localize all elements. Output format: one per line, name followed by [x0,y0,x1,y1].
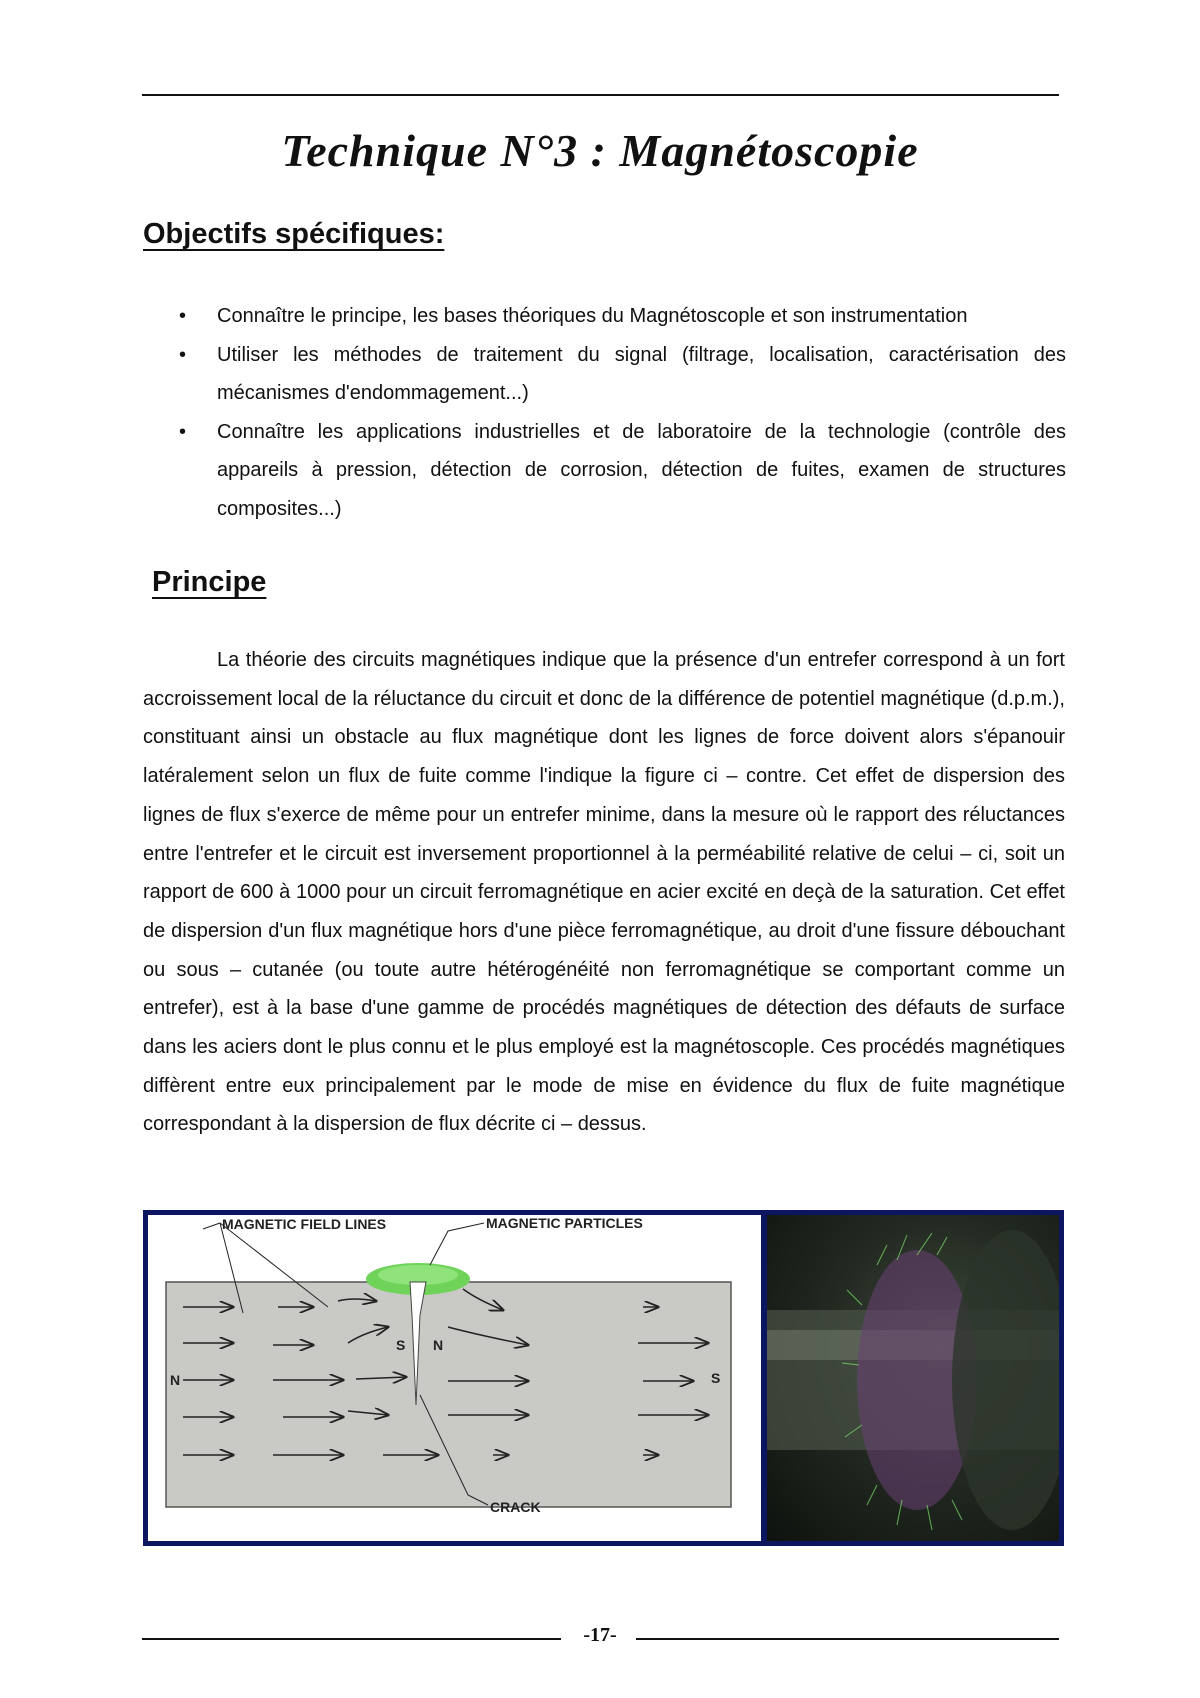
pole-n-crack: N [433,1337,444,1353]
label-magnetic-particles: MAGNETIC PARTICLES [486,1215,643,1231]
bullet-icon: • [179,305,187,327]
pole-s-crack: S [396,1337,406,1353]
principe-heading: Principe [152,566,267,598]
list-item-text: Connaître les applications industrielles et de laboratoire de la technologie (contrôle des appareils à pression, détection de corrosion, détection de fuites, examen de structures composites...) [217,420,1066,520]
objectifs-heading: Objectifs spécifiques: [143,218,445,250]
bullet-icon: • [179,420,187,443]
steel-block [166,1282,731,1507]
photo-svg [767,1215,1059,1541]
objectifs-list [142,297,1066,528]
page-title: Technique N°3 : Magnétoscopie [281,125,919,176]
list-item-text: Connaître le principe, les bases théoriques du Magnétoscople et son instrumentation [217,305,968,327]
magnetic-field-diagram [148,1215,761,1541]
list-item [142,413,1066,529]
header-rule [142,94,1059,96]
pole-s-right: S [711,1370,721,1386]
bullet-icon: • [179,343,187,366]
label-field-lines: MAGNETIC FIELD LINES [222,1216,387,1232]
figure-frame [143,1210,1064,1546]
list-item [142,297,1066,336]
label-crack: CRACK [490,1499,541,1515]
principe-paragraph: La théorie des circuits magnétiques indique que la présence d'un entrefer correspond à un fort accroissement local de la réluctance du circuit et donc de la différence de potentiel magnétique (d.p.m.), constituant ainsi un obstacle au flux magnétique dont les lignes de force doivent alors s'épanouir latéralement selon un flux de fuite comme l'indique la figure ci – contre. Cet effet de dispersion des lignes de flux s'exerce de même pour un entrefer minime, dans la mesure où le rapport des réluctances entre l'entrefer et le circuit est inversement proportionnel à la perméabilité relative de celui – ci, soit un rapport de 600 à 1000 pour un circuit ferromagnétique en acier excité en deçà de la saturation. Cet effet de dispersion d'un flux magnétique hors d'une pièce ferromagnétique, au droit d'une fissure débouchant ou sous – cutanée (ou toute autre hétérogénéité non ferromagnétique se comportant comme un entrefer), est à la base d'une gamme de procédés magnétiques de détection des défauts de surface dans les aciers dont le plus connu et le plus employé est la magnétoscople. Ces procédés magnétiques diffèrent entre eux principalement par le mode de mise en évidence du flux de fuite magnétique correspondant à la dispersion de flux décrite ci – dessus. [143,649,1065,1136]
footer-rule-left [142,1638,561,1640]
footer-rule-right [636,1638,1059,1640]
diagram-svg [148,1215,761,1541]
pole-n-left: N [170,1372,181,1388]
list-item-text: Utiliser les méthodes de traitement du signal (filtrage, localisation, caractérisation des mécanismes d'endommagement...) [217,343,1066,404]
shaft-inspection-photo [767,1215,1059,1541]
list-item [142,336,1066,413]
page-number: -17- [583,1624,617,1646]
